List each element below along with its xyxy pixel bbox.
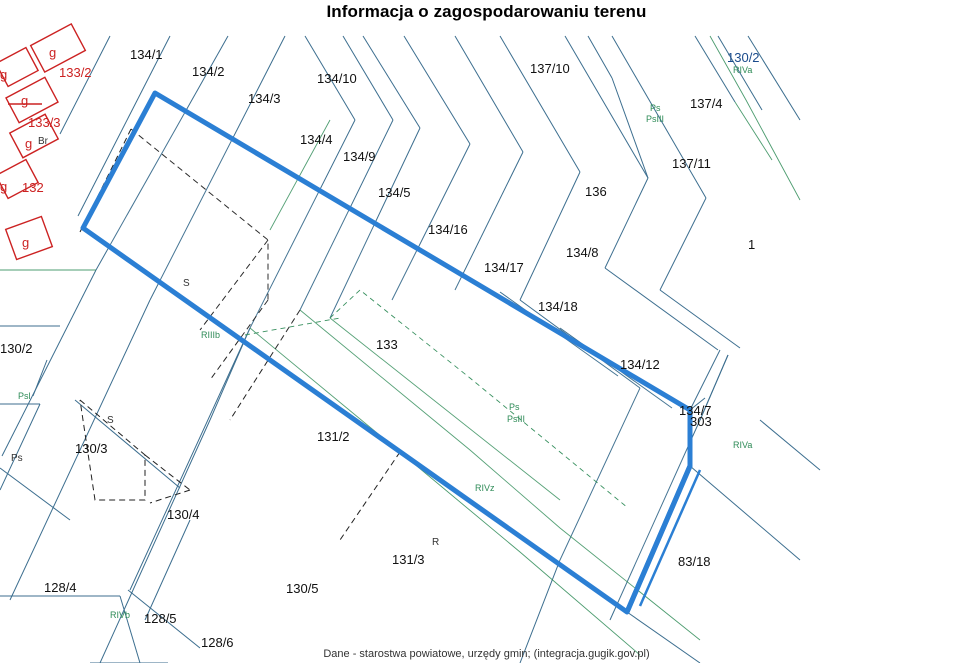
- soil-class-label: RIIIb: [201, 330, 221, 340]
- parcel-number-label: 134/18: [538, 299, 578, 314]
- soil-class-label: Ps: [509, 402, 520, 412]
- parcel-number-label: 130/4: [167, 507, 200, 522]
- building-label: g: [0, 67, 8, 82]
- parcel-number-label: 134/16: [428, 222, 468, 237]
- parcel-number-label: 134/4: [300, 132, 333, 147]
- soil-class-label: RIVa: [733, 65, 753, 75]
- building-label: g: [25, 136, 33, 151]
- building-label: g: [21, 93, 29, 108]
- parcel-number-label: 131/3: [392, 552, 425, 567]
- building-label: 132: [22, 180, 44, 195]
- building-label: g: [49, 45, 57, 60]
- parcel-number-label: 134/17: [484, 260, 524, 275]
- land-type-label: S: [183, 278, 190, 289]
- parcel-number-label: 128/5: [144, 611, 177, 626]
- map-source-attribution: Dane - starostwa powiatowe, urzędy gmin; (integracja.gugik.gov.pl): [323, 648, 650, 660]
- parcel-number-label: 136: [585, 184, 607, 199]
- land-type-label: Ps: [11, 453, 23, 464]
- parcel-number-label: 134/7: [679, 403, 712, 418]
- parcel-number-label: 130/3: [75, 441, 108, 456]
- soil-class-label: PsIII: [507, 414, 526, 424]
- parcel-number-label: 134/2: [192, 64, 225, 79]
- building-label: 133/2: [59, 65, 92, 80]
- page-title: Informacja o zagospodarowaniu terenu: [326, 2, 647, 21]
- soil-class-label: PsIII: [646, 114, 665, 124]
- soil-class-label: RIVb: [110, 610, 131, 620]
- parcel-number-label: 1: [748, 237, 756, 252]
- parcel-number-label: 137/4: [690, 96, 723, 111]
- parcel-number-label: 133: [376, 337, 398, 352]
- soil-class-label: Psl: [18, 391, 31, 401]
- soil-class-label: RIVa: [733, 440, 753, 450]
- parcel-number-label: 134/8: [566, 245, 599, 260]
- parcel-number-label: 134/9: [343, 149, 376, 164]
- building-label: g: [0, 179, 8, 194]
- parcel-number-label: 131/2: [317, 429, 350, 444]
- land-type-label: S: [107, 415, 114, 426]
- parcel-number-label: 128/4: [44, 580, 77, 595]
- parcel-number-label: 130/2: [0, 341, 33, 356]
- parcel-number-label: 130/2: [727, 50, 760, 65]
- parcel-number-label: 134/10: [317, 71, 357, 86]
- parcel-number-label: 134/3: [248, 91, 281, 106]
- parcel-number-label: 137/10: [530, 61, 570, 76]
- building-label: 133/3: [28, 115, 61, 130]
- soil-class-label: Ps: [650, 103, 661, 113]
- building-label: g: [22, 235, 30, 250]
- parcel-number-label: 128/6: [201, 635, 234, 650]
- parcel-number-label: 137/11: [672, 156, 711, 171]
- parcel-number-label: 134/1: [130, 47, 163, 62]
- parcel-number-label: 303: [690, 414, 712, 429]
- parcel-number-label: 83/18: [678, 554, 711, 569]
- parcel-number-label: 134/12: [620, 357, 660, 372]
- soil-class-label: RIVz: [475, 483, 495, 493]
- land-type-label: R: [432, 537, 440, 548]
- parcel-number-label: 134/5: [378, 185, 411, 200]
- parcel-number-label: 130/5: [286, 581, 319, 596]
- land-type-label: Br: [38, 136, 48, 147]
